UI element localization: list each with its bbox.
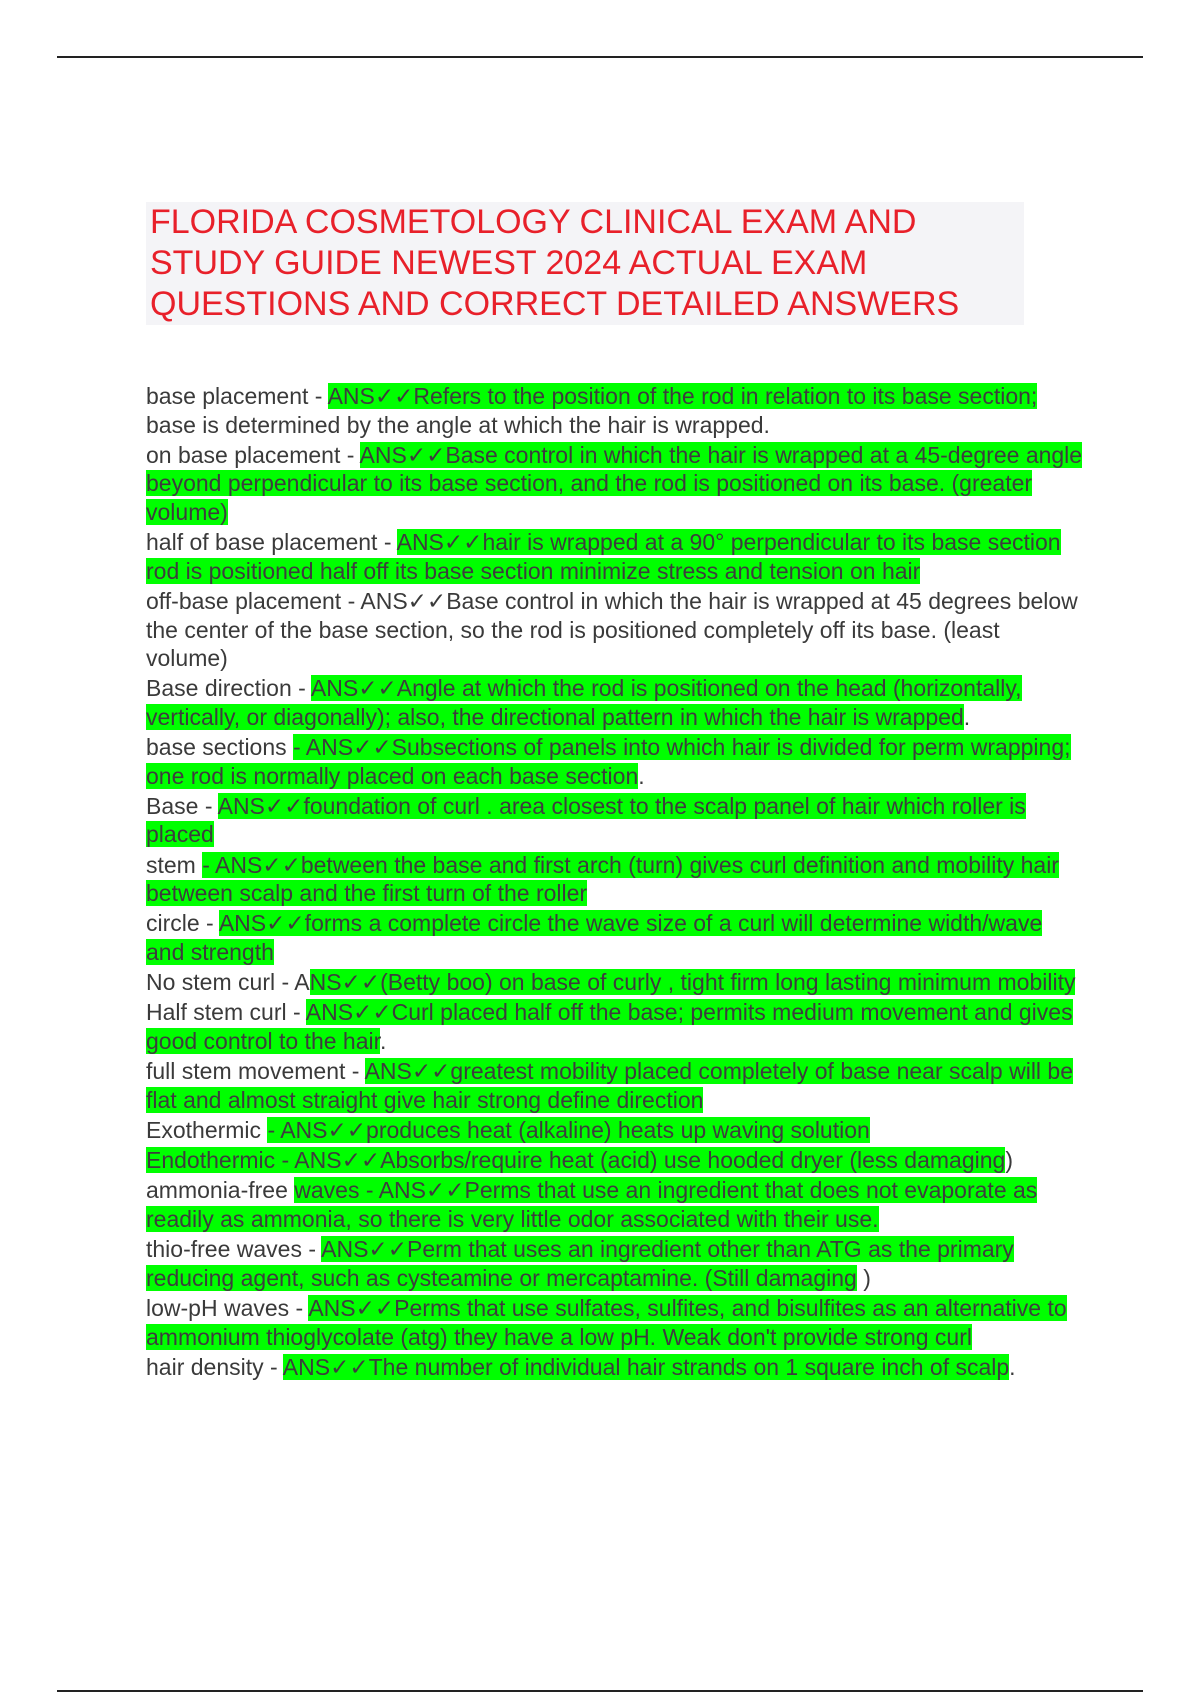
highlighted-answer-text: ANS✓✓Base control in which the hair is wrapped at a 45-degree angle beyond perpendicular to its base section, and the rod is positioned on its base. (greater volume) xyxy=(146,441,1083,525)
entry-text: base placement - xyxy=(146,383,328,409)
entry-text: thio-free waves - xyxy=(146,1236,322,1263)
highlighted-answer-text: ANS✓✓forms a complete circle the wave size of a curl will determine width/wave and strength xyxy=(146,910,1043,966)
entry-text: Base direction - xyxy=(146,675,311,702)
qa-entry xyxy=(146,1176,1086,1233)
qa-entry xyxy=(146,792,1086,849)
qa-entry xyxy=(146,1294,1086,1351)
qa-entry xyxy=(146,1116,1086,1145)
entry-text: . xyxy=(1009,1353,1016,1380)
entry-text: off-base placement - ANS✓✓Base control in which the hair is wrapped at 45 degrees below the center of the base section, so the rod is positioned completely off its base. (least volume) xyxy=(146,587,1078,672)
entry-text: Exothermic xyxy=(146,1116,268,1143)
title-line: STUDY GUIDE NEWEST 2024 ACTUAL EXAM xyxy=(150,244,868,282)
highlighted-answer-text: waves - ANS✓✓Perms that use an ingredient that does not evaporate as readily as ammonia, so there is very little odor associated with their use. xyxy=(146,1177,1038,1232)
qa-entry xyxy=(146,851,1086,908)
title-line: FLORIDA COSMETOLOGY CLINICAL EXAM AND xyxy=(150,203,917,241)
highlighted-answer-text: ANS✓✓foundation of curl . area closest to the scalp panel of hair which roller is placed xyxy=(146,792,1026,848)
entry-text: low-pH waves - xyxy=(146,1294,309,1321)
title-line: QUESTIONS AND CORRECT DETAILED ANSWERS xyxy=(150,285,960,323)
highlighted-answer-text: ANS✓✓Perm that uses an ingredient other than ATG as the primary reducing agent, such as cysteamine or mercaptamine. (Still damaging xyxy=(146,1236,1014,1291)
highlighted-answer-text: ANS✓✓Perms that use sulfates, sulfites, and bisulfites as an alternative to ammonium thioglycolate (atg) they have a low pH. Weak don't provide strong curl xyxy=(146,1294,1067,1350)
highlighted-answer-text: - ANS✓✓between the base and first arch (turn) gives curl definition and mobility hair between scalp and the first turn of the roller xyxy=(146,851,1059,907)
entry-text: hair density - xyxy=(146,1353,283,1380)
qa-entry xyxy=(146,441,1086,527)
entry-text: No stem curl - A xyxy=(146,969,310,996)
qa-entry xyxy=(146,1353,1086,1382)
entry-text: full stem movement - xyxy=(146,1058,365,1085)
highlighted-answer-text: - ANS✓✓produces heat (alkaline) heats up waving solution xyxy=(267,1116,870,1143)
qa-entry-list xyxy=(146,382,1086,1383)
qa-entry xyxy=(146,674,1086,731)
document-title xyxy=(146,202,1024,325)
entry-text: half of base placement - xyxy=(146,529,397,556)
highlighted-answer-text: - ANS✓✓Subsections of panels into which hair is divided for perm wrapping; one rod is normally placed on each base section xyxy=(146,734,1071,789)
entry-text: ammonia-free xyxy=(146,1177,295,1204)
entry-text: ) xyxy=(1005,1147,1013,1174)
footer-rule xyxy=(57,1690,1143,1692)
entry-text: stem xyxy=(146,851,203,878)
entry-text: Base - xyxy=(146,792,218,819)
qa-entry xyxy=(146,733,1086,790)
entry-text: Half stem curl - xyxy=(146,999,306,1026)
qa-entry xyxy=(146,998,1086,1055)
entry-text: base is determined by the angle at which the hair is wrapped. xyxy=(146,411,770,438)
qa-entry xyxy=(146,382,1086,439)
qa-entry xyxy=(146,968,1086,997)
highlighted-answer-text: ANS✓✓Angle at which the rod is positioned on the head (horizontally, vertically, or diagonally); also, the directional pattern in which the hair is wrapped xyxy=(146,675,1022,730)
highlighted-answer-text: ANS✓✓greatest mobility placed completely of base near scalp will be flat and almost straight give hair strong define direction xyxy=(146,1058,1074,1113)
qa-entry xyxy=(146,1057,1086,1114)
highlighted-answer-text: ANS✓✓The number of individual hair strands on 1 square inch of scalp xyxy=(282,1353,1010,1380)
qa-entry xyxy=(146,1235,1086,1292)
entry-text: . xyxy=(380,1028,387,1054)
qa-entry xyxy=(146,1146,1086,1175)
entry-text: circle - xyxy=(146,910,219,937)
highlighted-answer-text: ANS✓✓hair is wrapped at a 90° perpendicular to its base section rod is positioned half off its base section minimize stress and tension on hair xyxy=(146,529,1061,584)
entry-text: ) xyxy=(856,1264,871,1291)
entry-text: on base placement - xyxy=(146,441,360,468)
highlighted-answer-text: ANS✓✓Curl placed half off the base; permits medium movement and gives good control to the hair xyxy=(146,999,1073,1054)
qa-entry xyxy=(146,909,1086,966)
qa-entry xyxy=(146,528,1086,585)
highlighted-answer-text: Endothermic - ANS✓✓Absorbs/require heat (acid) use hooded dryer (less damaging xyxy=(146,1147,1006,1174)
highlighted-answer-text: NS✓✓(Betty boo) on base of curly , tight firm long lasting minimum mobility xyxy=(309,969,1076,996)
qa-entry xyxy=(146,587,1086,673)
entry-text: . xyxy=(638,762,645,789)
entry-text: . xyxy=(963,703,971,730)
highlighted-answer-text: ANS✓✓Refers to the position of the rod in relation to its base section; xyxy=(327,383,1038,409)
header-rule xyxy=(57,56,1143,58)
entry-text: base sections xyxy=(146,734,294,761)
